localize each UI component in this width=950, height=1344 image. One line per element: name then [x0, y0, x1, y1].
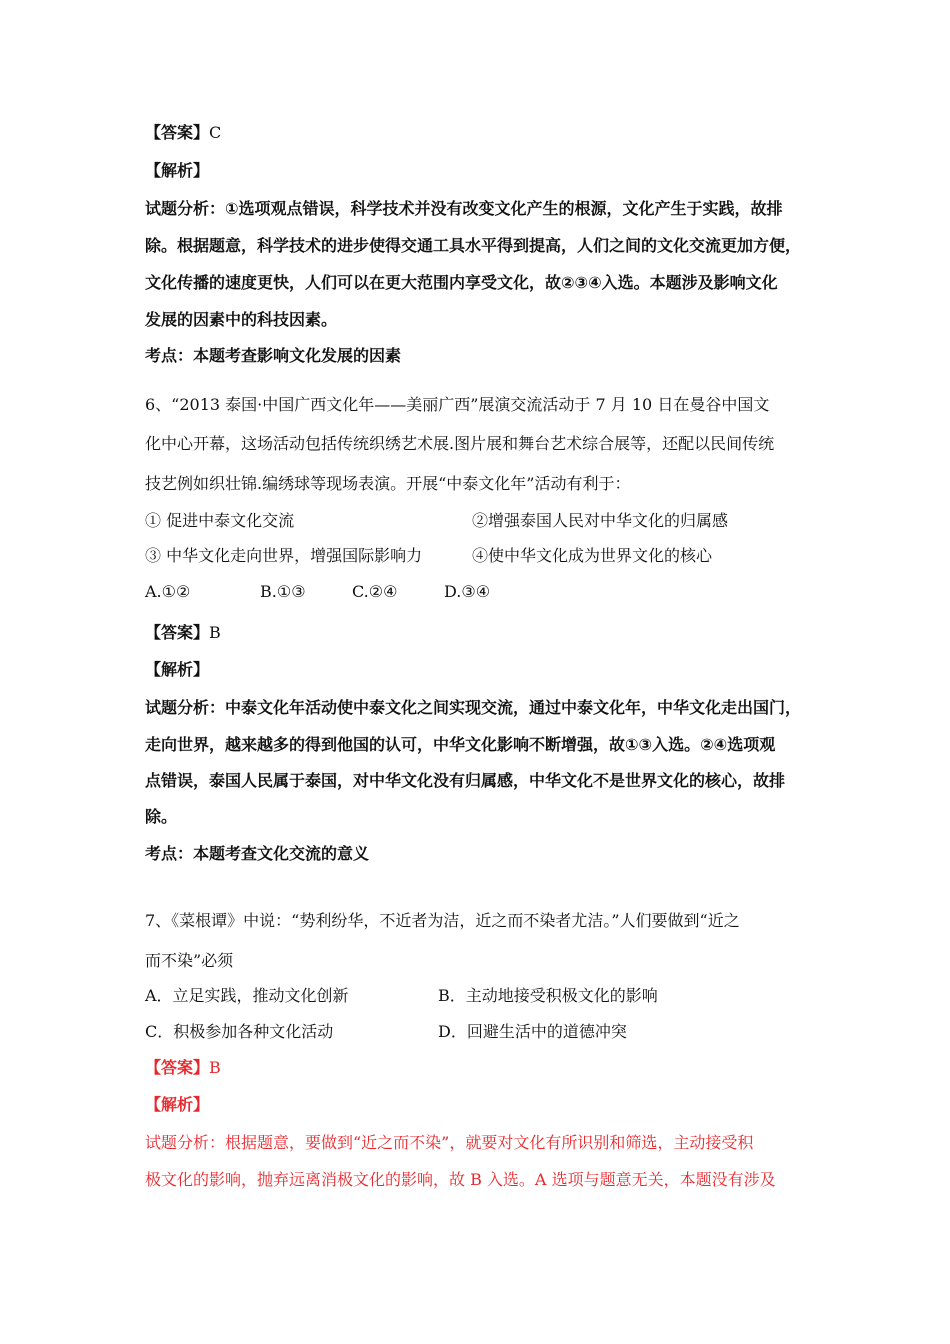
q6-stem-line-3: 技艺例如织壮锦.编绣球等现场表演。开展“中泰文化年”活动有利于： [145, 474, 631, 493]
q6-analysis-line-3: 点错误，泰国人民属于泰国，对中华文化没有归属感，中华文化不是世界文化的核心，故排 [145, 771, 786, 790]
q6-item-1: ① 促进中泰文化交流 [145, 511, 295, 530]
q6-item-3: ③ 中华文化走向世界，增强国际影响力 [145, 546, 423, 565]
q7-stem-line-2: 而不染”必须 [145, 951, 234, 970]
q7-analysis-line-2: 极文化的影响，抛弃远离消极文化的影响，故 B 入选。A 选项与题意无关，本题没有涉及 [145, 1170, 776, 1189]
q6-items-row-1 [145, 510, 729, 532]
q7-option-a: A．立足实践，推动文化创新 [145, 986, 349, 1005]
q6-analysis-line-2: 走向世界，越来越多的得到他国的认可，中华文化影响不断增强，故①③入选。②④选项观 [145, 735, 776, 754]
q5-analysis-line-4: 发展的因素中的科技因素。 [145, 310, 338, 329]
q6-analysis-line-4: 除。 [145, 807, 178, 826]
q6-analysis-line-1: 试题分析：中泰文化年活动使中泰文化之间实现交流，通过中泰文化年，中华文化走出国门， [145, 698, 802, 717]
q5-kaodian: 考点：本题考查影响文化发展的因素 [145, 346, 402, 365]
q6-choice-b: B.①③ [260, 582, 306, 601]
q6-item-4: ④使中华文化成为世界文化的核心 [472, 546, 713, 565]
q6-stem-line-1: 6、“2013 泰国·中国广西文化年——美丽广西”展演交流活动于 7 月 10 日在曼谷中国文 [145, 395, 770, 414]
q6-answer-label: 【答案】 [145, 623, 210, 642]
q5-answer-line [145, 122, 221, 144]
q7-option-b: B．主动地接受积极文化的影响 [438, 986, 658, 1005]
q6-answer-value: B [209, 623, 221, 642]
q6-analysis-label: 【解析】 [145, 660, 210, 679]
q6-choice-c: C.②④ [352, 582, 398, 601]
q5-analysis-line-1: 试题分析：①选项观点错误，科学技术并没有改变文化产生的根源，文化产生于实践，故排 [145, 199, 783, 218]
q6-choice-d: D.③④ [444, 582, 491, 601]
q6-kaodian: 考点：本题考查文化交流的意义 [145, 844, 370, 863]
q7-answer-line [145, 1057, 221, 1079]
q5-analysis-line-3: 文化传播的速度更快，人们可以在更大范围内享受文化，故②③④入选。本题涉及影响文化 [145, 273, 778, 292]
q5-answer-label: 【答案】 [145, 123, 210, 142]
q7-answer-label: 【答案】 [145, 1058, 210, 1077]
q7-option-d: D．回避生活中的道德冲突 [438, 1022, 627, 1041]
q6-choice-a: A.①② [145, 582, 191, 601]
q5-answer-value: C [209, 123, 222, 142]
q7-analysis-label: 【解析】 [145, 1095, 210, 1114]
q6-stem-line-2: 化中心开幕，这场活动包括传统织绣艺术展.图片展和舞台艺术综合展等，还配以民间传统 [145, 434, 775, 453]
q7-stem-line-1: 7、《菜根谭》中说：“势利纷华，不近者为洁，近之而不染者尤洁。”人们要做到“近之 [145, 911, 740, 930]
q6-answer-line [145, 622, 221, 644]
q5-analysis-label: 【解析】 [145, 161, 210, 180]
q7-analysis-line-1: 试题分析：根据题意，要做到“近之而不染”，就要对文化有所识别和筛选，主动接受积 [145, 1133, 754, 1152]
q5-analysis-line-2: 除。根据题意，科学技术的进步使得交通工具水平得到提高，人们之间的文化交流更加方便， [145, 236, 802, 255]
q7-options-row-1 [145, 985, 658, 1007]
q7-option-c: C．积极参加各种文化活动 [145, 1022, 334, 1041]
q7-options-row-2 [145, 1021, 627, 1043]
q7-answer-value: B [209, 1058, 221, 1077]
q6-item-2: ②增强泰国人民对中华文化的归属感 [472, 511, 729, 530]
q6-items-row-2 [145, 545, 713, 567]
